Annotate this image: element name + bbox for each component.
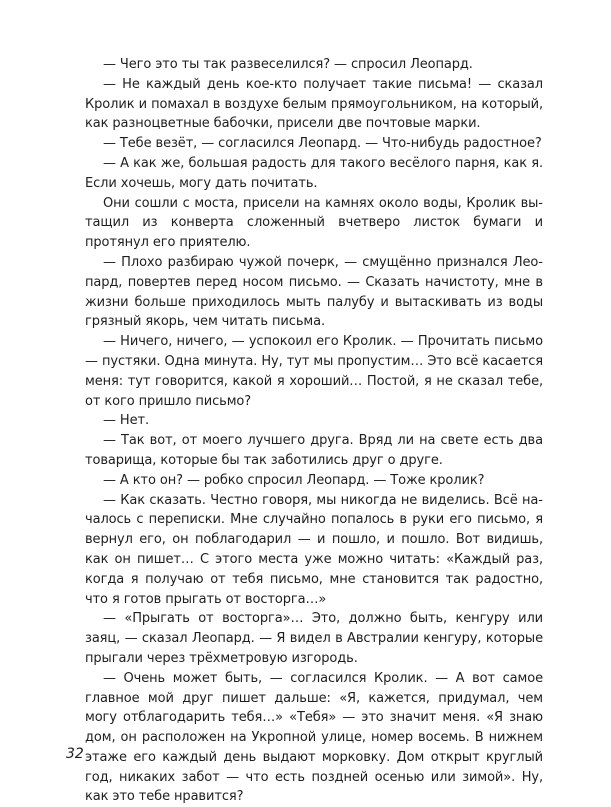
page-number: 32 bbox=[66, 746, 84, 762]
paragraph: Они сошли с моста, присели на камнях около воды, Кролик вытащил из конверта сложенный вчетверо листок бумаги и протянул его приятелю. bbox=[85, 195, 543, 251]
paragraph: — Ничего, ничего, — успокоил его Кролик. — Прочитать письмо — пустяки. Одна минута. Ну, тут мы пропустим… Это всё касается меня: тут говорится, какой я хороший… Постой, я не сказал тебе, от кого пришло письмо? bbox=[85, 334, 543, 409]
paragraph: — А как же, большая радость для такого весёлого парня, как я. Если хочешь, могу дать почитать. bbox=[85, 155, 543, 191]
paragraph: — Так вот, от моего лучшего друга. Вряд ли на свете есть два товарища, которые бы так заботились друг о друге. bbox=[85, 433, 543, 468]
paragraph: — Тебе везёт, — согласился Леопард. — Что-нибудь радостное? bbox=[103, 136, 542, 152]
paragraph: — «Прыгать от восторга»… Это, должно быть, кенгуру или заяц, — сказал Леопард. — Я видел в Австралии кенгуру, которые прыгали через трёхметровую изгородь. bbox=[85, 611, 543, 666]
body-text bbox=[85, 55, 543, 807]
paragraph: — Как сказать. Честно говоря, мы никогда не виделись. Всё началось с переписки. Мне случайно попалось в руки его письмо, я вернул его, он поблагодарил — и пошло, и пошло. Вот видишь, как он пишет… С этого места уже можно читать: «Каждый раз, когда я получаю от тебя письмо, мне становится так радостно, что я готов прыгать от восторга…» bbox=[85, 492, 543, 607]
paragraph: — Не каждый день кое-кто получает такие письма! — сказал Кролик и помахал в воздухе белым прямоугольником, на который, как разноцветные бабочки, присели две почтовые марки. bbox=[85, 76, 543, 132]
paragraph: — Плохо разбираю чужой почерк, — смущённо признался Леопард, повертев перед носом письмо. — Сказать начистоту, мне в жизни больше приходилось мыть палубу и вытаскивать из воды грязный якорь, чем читать письма. bbox=[85, 254, 543, 330]
paragraph: — А кто он? — робко спросил Леопард. — Тоже кролик? bbox=[103, 472, 485, 488]
paragraph: — Нет. bbox=[103, 413, 150, 429]
paragraph: — Чего это ты так развеселился? — спросил Леопард. bbox=[103, 57, 473, 72]
paragraph: — Очень может быть, — согласился Кролик. — А вот самое главное мой друг пишет дальше: «Я, кажется, придумал, чем могу отблагодарить тебя…» «Тебя» — это значит меня. «Я знаю дом, он расположен на Укропной улице, номер восемь. В нижнем этаже его каждый день выдают морковку. Дом открыт круглый год, никаких забот — что есть поздней осенью или зимой». Ну, как это тебе нравится? bbox=[85, 670, 543, 805]
